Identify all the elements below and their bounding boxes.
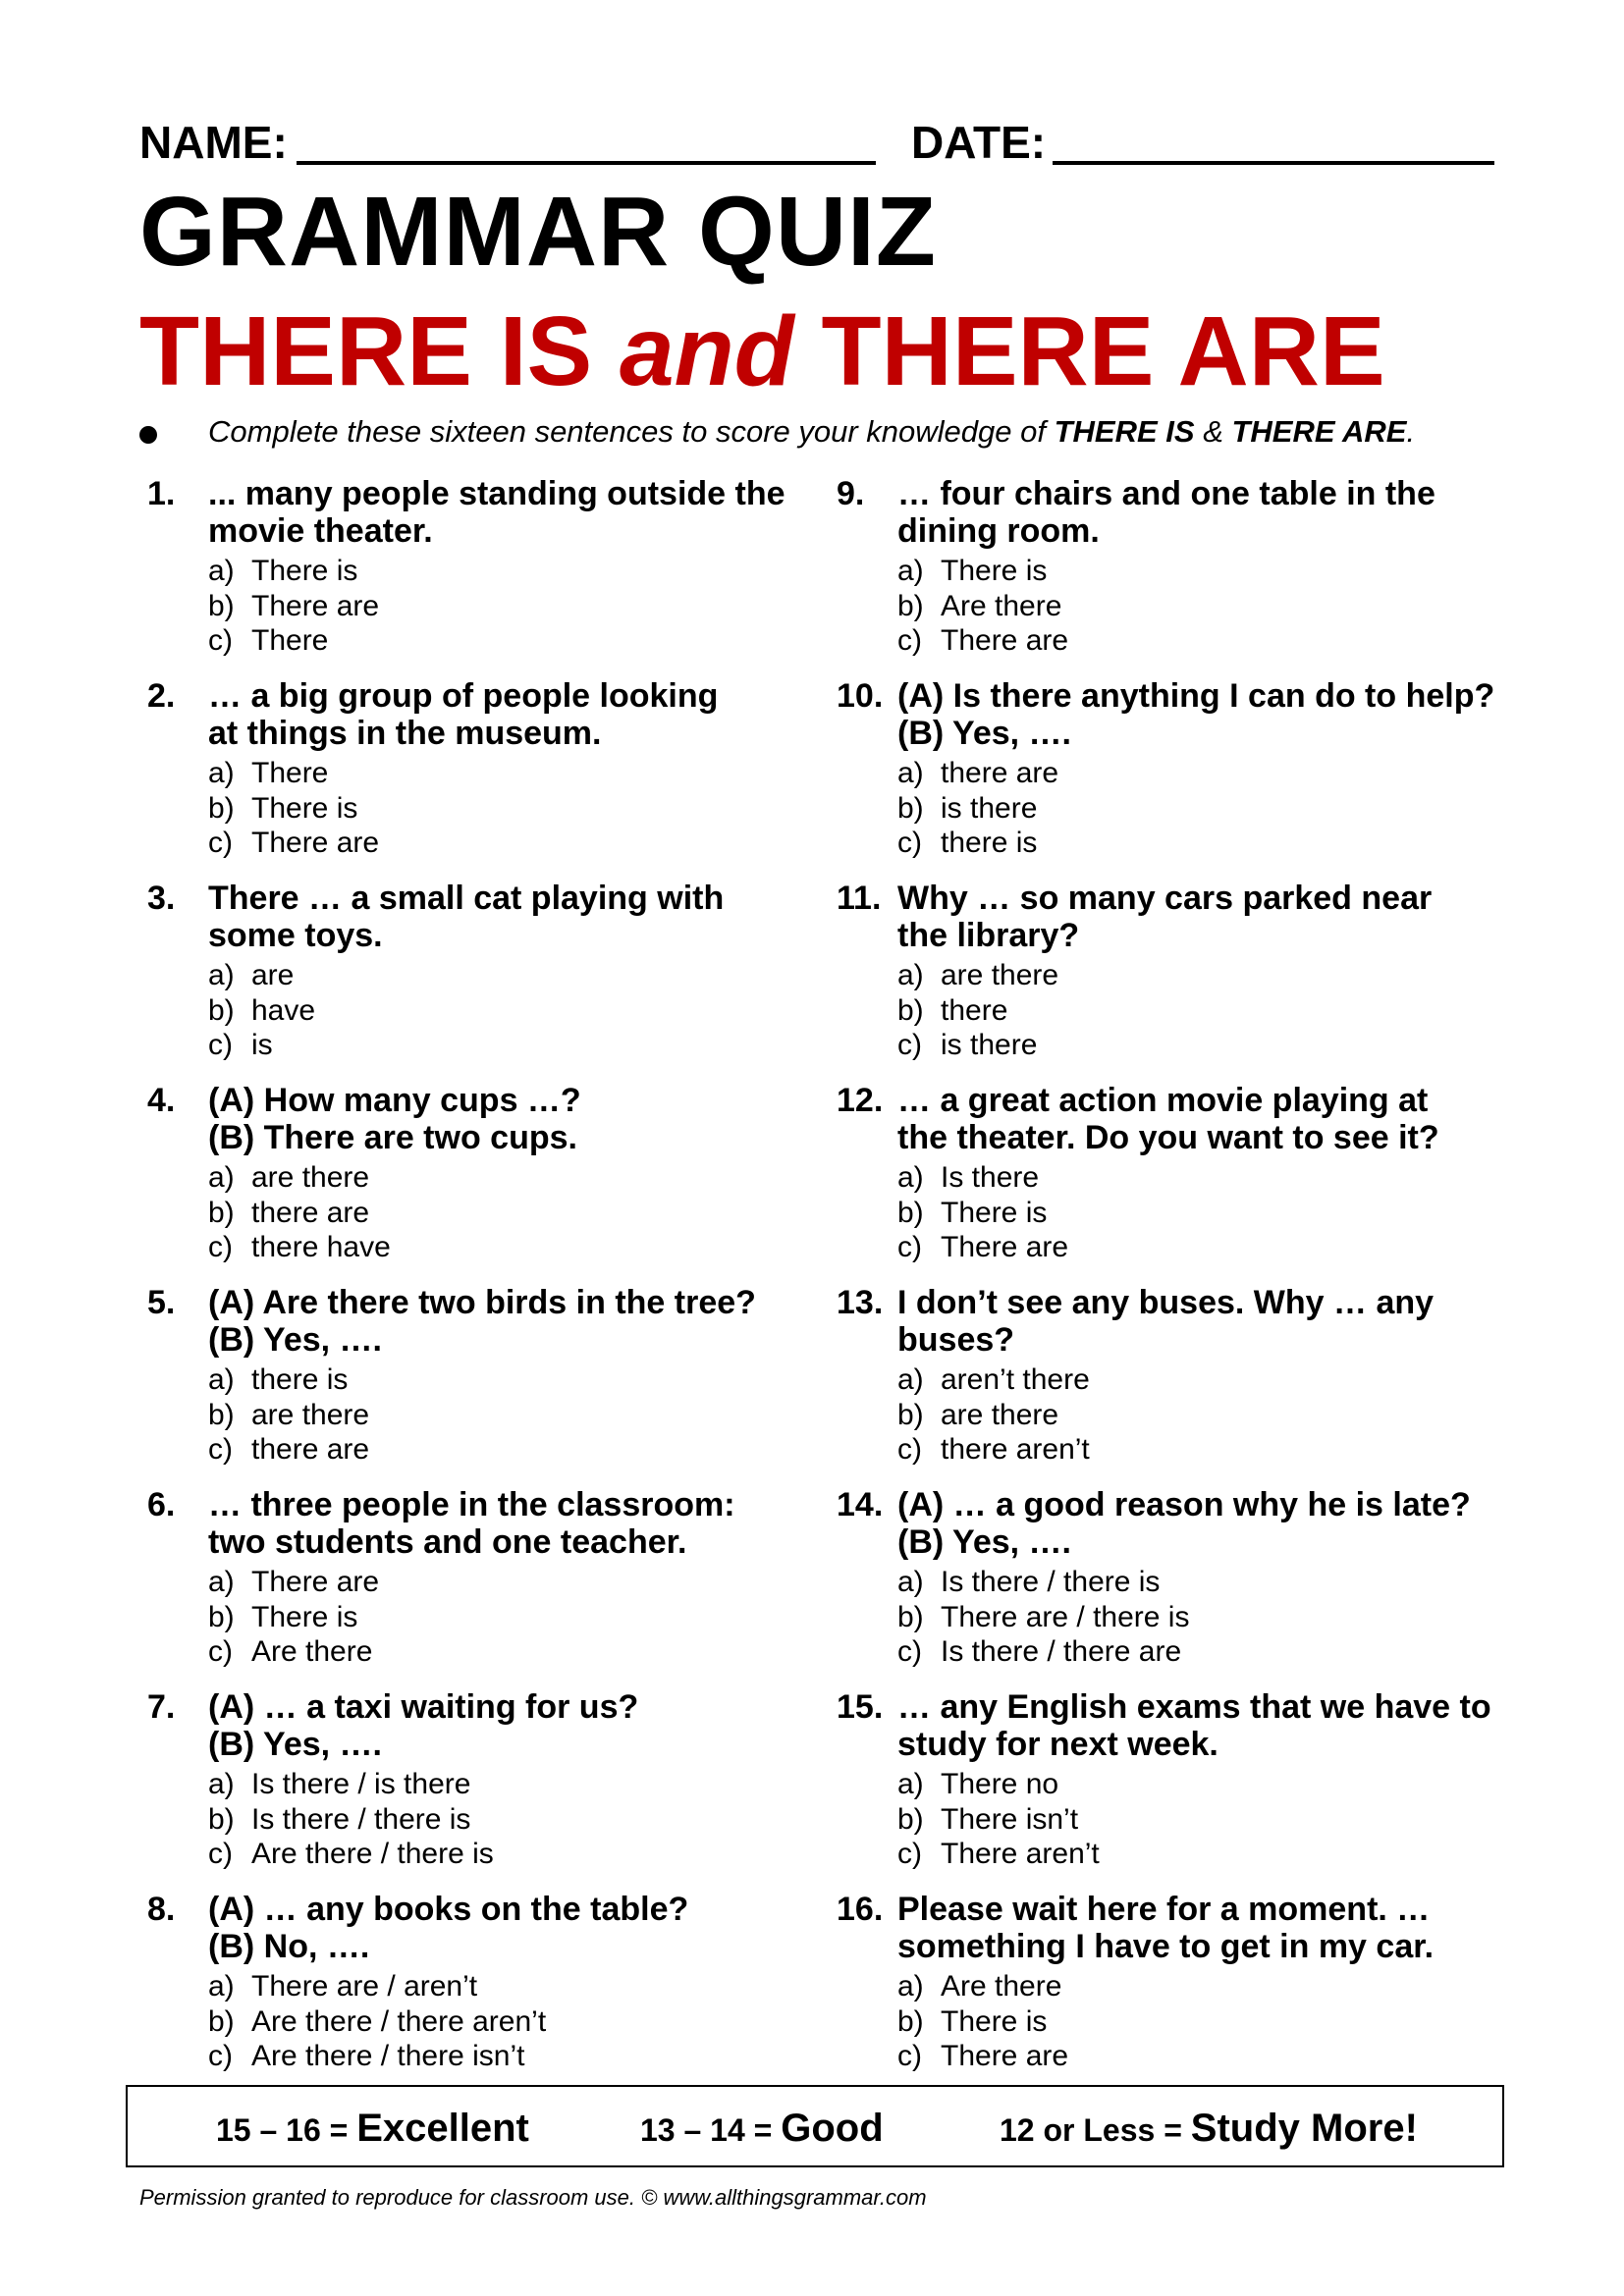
question-text — [208, 1284, 837, 1359]
question-item — [147, 1688, 854, 1891]
questions-column-left — [147, 475, 854, 2093]
option-letter: b) — [208, 1802, 235, 1836]
question-item — [837, 1486, 1543, 1688]
question-text — [897, 1284, 1526, 1359]
question-text — [208, 1891, 837, 1965]
option-letter: a) — [208, 959, 235, 991]
question-number: 13. — [837, 1284, 884, 1321]
score-good — [640, 2107, 884, 2151]
answer-option[interactable] — [897, 1160, 1068, 1196]
question-line: study for next week. — [897, 1726, 1218, 1763]
question-number: 7. — [147, 1688, 176, 1726]
option-label: are there — [251, 1161, 370, 1194]
option-letter: c) — [897, 1029, 922, 1061]
answer-option[interactable] — [897, 1600, 1189, 1635]
score-study-more — [1000, 2107, 1418, 2151]
answer-option[interactable] — [208, 1230, 391, 1265]
option-label: There is — [251, 555, 358, 587]
answer-option[interactable] — [897, 1230, 1068, 1265]
question-line: There … a small cat playing with — [208, 880, 725, 917]
option-label: There is — [251, 791, 358, 825]
question-line: … any English exams that we have to — [897, 1688, 1491, 1726]
answer-option[interactable] — [208, 1196, 391, 1231]
option-label: are — [251, 959, 295, 991]
question-number: 15. — [837, 1688, 884, 1726]
question-text — [208, 1688, 837, 1763]
option-label: There is — [941, 555, 1048, 587]
option-label: There are / there is — [941, 1600, 1190, 1633]
option-label: There aren’t — [941, 1838, 1100, 1870]
question-line: movie theater. — [208, 512, 433, 550]
question-text — [897, 475, 1526, 550]
option-letter: a) — [208, 1161, 235, 1194]
answer-option[interactable] — [208, 1565, 379, 1600]
option-letter: c) — [897, 1433, 922, 1466]
question-line: … four chairs and one table in the — [897, 475, 1435, 512]
option-letter: b) — [208, 993, 235, 1027]
option-label: There is — [941, 1196, 1048, 1229]
option-letter: b) — [208, 1398, 235, 1431]
answer-option[interactable] — [897, 756, 1058, 791]
score-word: Excellent — [356, 2107, 529, 2150]
score-range: 15 – 16 = — [216, 2112, 357, 2148]
question-number: 14. — [837, 1486, 884, 1523]
question-line: Please wait here for a moment. … — [897, 1891, 1431, 1928]
question-number: 8. — [147, 1891, 176, 1928]
answer-option[interactable] — [208, 1837, 494, 1872]
answer-option[interactable] — [208, 2039, 546, 2074]
question-number: 10. — [837, 677, 884, 715]
option-letter: b) — [897, 1802, 924, 1836]
option-letter: c) — [208, 1231, 233, 1263]
answer-options — [897, 958, 1058, 1063]
option-letter: b) — [897, 1398, 924, 1431]
answer-option[interactable] — [897, 1196, 1068, 1231]
option-label: there are — [251, 1433, 370, 1466]
option-letter: c) — [897, 1838, 922, 1870]
question-line: (B) Yes, …. — [208, 1321, 382, 1359]
option-letter: b) — [208, 2004, 235, 2038]
option-letter: a) — [208, 757, 235, 789]
option-letter: c) — [208, 1635, 233, 1668]
bullet-icon — [139, 426, 157, 444]
option-letter: b) — [897, 1196, 924, 1229]
date-blank-line — [1053, 161, 1494, 165]
option-letter: c) — [897, 2040, 922, 2072]
option-letter: b) — [208, 1600, 235, 1633]
question-item — [837, 1082, 1543, 1284]
option-letter: a) — [897, 1161, 924, 1194]
answer-options — [897, 1565, 1189, 1670]
option-label: there is — [251, 1363, 349, 1396]
option-label: There are — [251, 589, 380, 622]
answer-option[interactable] — [208, 993, 315, 1029]
option-letter: a) — [208, 1566, 235, 1598]
question-line: the theater. Do you want to see it? — [897, 1119, 1439, 1156]
option-letter: c) — [897, 1635, 922, 1668]
option-letter: b) — [897, 791, 924, 825]
option-letter: a) — [897, 1970, 924, 2002]
answer-option[interactable] — [897, 589, 1068, 624]
answer-option[interactable] — [208, 554, 379, 589]
subtitle-and: and — [619, 296, 794, 406]
question-line: (B) Yes, …. — [897, 1523, 1071, 1561]
question-item — [147, 1891, 854, 2093]
page-subtitle — [139, 296, 1385, 406]
answer-option[interactable] — [208, 589, 379, 624]
question-number: 5. — [147, 1284, 176, 1321]
answer-option[interactable] — [897, 1634, 1189, 1670]
questions-column-right — [837, 475, 1543, 2093]
question-line: dining room. — [897, 512, 1100, 550]
option-label: is there — [941, 791, 1038, 825]
question-text — [897, 677, 1526, 752]
question-item — [147, 1486, 854, 1688]
answer-option[interactable] — [208, 1600, 379, 1635]
answer-option[interactable] — [208, 1432, 369, 1468]
option-letter: c) — [208, 1433, 233, 1466]
question-text — [208, 475, 837, 550]
option-letter: b) — [208, 791, 235, 825]
answer-option[interactable] — [208, 791, 379, 827]
option-label: There are — [941, 2040, 1069, 2072]
answer-options — [897, 1362, 1090, 1468]
instruction-text — [208, 414, 1415, 450]
option-label: There are — [941, 624, 1069, 657]
option-label: Are there — [941, 1970, 1062, 2002]
option-label: Are there / there aren’t — [251, 2004, 547, 2038]
option-label: there aren’t — [941, 1433, 1090, 1466]
answer-option[interactable] — [897, 1837, 1100, 1872]
answer-option[interactable] — [897, 1432, 1090, 1468]
question-number: 12. — [837, 1082, 884, 1119]
question-item — [837, 1891, 1543, 2093]
question-line: (A) … a taxi waiting for us? — [208, 1688, 639, 1726]
option-letter: c) — [208, 1029, 233, 1061]
question-text — [208, 1082, 837, 1156]
question-number: 4. — [147, 1082, 176, 1119]
option-letter: b) — [208, 589, 235, 622]
answer-option[interactable] — [897, 1398, 1090, 1433]
question-line: I don’t see any buses. Why … any — [897, 1284, 1435, 1321]
option-label: There are / aren’t — [251, 1970, 478, 2002]
answer-option[interactable] — [897, 1028, 1058, 1063]
option-label: There — [251, 624, 329, 657]
question-text — [897, 1082, 1526, 1156]
question-line: two students and one teacher. — [208, 1523, 687, 1561]
question-text — [897, 1486, 1526, 1561]
score-range: 13 – 14 = — [640, 2112, 782, 2148]
question-line: Why … so many cars parked near — [897, 880, 1433, 917]
question-line: (A) … any books on the table? — [208, 1891, 689, 1928]
option-letter: a) — [208, 555, 235, 587]
answer-option[interactable] — [897, 826, 1058, 861]
instruction-part-2: & — [1194, 414, 1232, 449]
answer-option[interactable] — [208, 623, 379, 659]
option-label: There is — [251, 1600, 358, 1633]
name-label: NAME: — [139, 117, 288, 168]
question-text — [208, 880, 837, 954]
option-label: there is — [941, 827, 1038, 859]
header-row — [139, 116, 1494, 175]
question-line: something I have to get in my car. — [897, 1928, 1435, 1965]
option-letter: c) — [208, 624, 233, 657]
answer-options — [208, 756, 379, 861]
option-label: There — [251, 757, 329, 789]
answer-option[interactable] — [897, 2039, 1068, 2074]
option-label: aren’t there — [941, 1363, 1090, 1396]
instruction-bold-1: THERE IS — [1054, 414, 1195, 449]
option-letter: b) — [897, 589, 924, 622]
option-letter: b) — [897, 993, 924, 1027]
answer-option[interactable] — [897, 554, 1068, 589]
option-label: There is — [941, 2004, 1048, 2038]
answer-option[interactable] — [208, 1028, 315, 1063]
question-line: … three people in the classroom: — [208, 1486, 735, 1523]
option-label: Is there — [941, 1161, 1040, 1194]
answer-option[interactable] — [208, 1634, 379, 1670]
subtitle-there-are: THERE ARE — [793, 296, 1385, 406]
answer-option[interactable] — [897, 1362, 1090, 1398]
question-line: buses? — [897, 1321, 1015, 1359]
option-letter: b) — [897, 2004, 924, 2038]
option-label: Are there / there is — [251, 1838, 494, 1870]
option-label: Is there / there is — [251, 1802, 471, 1836]
question-number: 6. — [147, 1486, 176, 1523]
answer-option[interactable] — [208, 1362, 369, 1398]
score-range: 12 or Less = — [1000, 2112, 1191, 2148]
question-text — [208, 677, 837, 752]
question-line: (A) … a good reason why he is late? — [897, 1486, 1471, 1523]
option-label: is there — [941, 1029, 1038, 1061]
question-line: (A) Are there two birds in the tree? — [208, 1284, 756, 1321]
answer-options — [897, 1767, 1100, 1872]
answer-option[interactable] — [897, 623, 1068, 659]
question-item — [837, 1688, 1543, 1891]
question-text — [897, 1688, 1526, 1763]
page-title: GRAMMAR QUIZ — [139, 177, 937, 287]
question-line: (A) Is there anything I can do to help? — [897, 677, 1495, 715]
question-item — [147, 677, 854, 880]
answer-option[interactable] — [897, 993, 1058, 1029]
question-item — [837, 475, 1543, 677]
option-letter: a) — [208, 1970, 235, 2002]
score-word: Good — [781, 2107, 884, 2150]
option-letter: c) — [208, 2040, 233, 2072]
option-letter: a) — [897, 757, 924, 789]
question-line: (B) No, …. — [208, 1928, 370, 1965]
answer-option[interactable] — [897, 2004, 1068, 2040]
option-label: There are — [941, 1231, 1069, 1263]
name-blank-line — [297, 161, 876, 165]
answer-options — [208, 1969, 546, 2074]
question-number: 2. — [147, 677, 176, 715]
question-line: (B) Yes, …. — [208, 1726, 382, 1763]
option-label: There are — [251, 827, 380, 859]
option-label: Is there / there are — [941, 1635, 1182, 1668]
option-letter: a) — [897, 555, 924, 587]
option-letter: c) — [897, 827, 922, 859]
answer-option[interactable] — [208, 826, 379, 861]
question-line: … a big group of people looking — [208, 677, 719, 715]
subtitle-there-is: THERE IS — [139, 296, 620, 406]
answer-option[interactable] — [897, 1969, 1068, 2004]
answer-option[interactable] — [208, 2004, 546, 2040]
question-text — [897, 1891, 1526, 1965]
option-letter: a) — [897, 1363, 924, 1396]
question-number: 16. — [837, 1891, 884, 1928]
question-text — [897, 880, 1526, 954]
scoring-box — [126, 2085, 1504, 2167]
question-item — [147, 1284, 854, 1486]
option-letter: a) — [208, 1768, 235, 1800]
option-letter: a) — [897, 1768, 924, 1800]
option-letter: b) — [897, 1600, 924, 1633]
option-label: there have — [251, 1231, 391, 1263]
answer-options — [208, 1362, 369, 1468]
answer-options — [897, 554, 1068, 659]
option-label: Is there / is there — [251, 1768, 471, 1800]
option-letter: c) — [208, 1838, 233, 1870]
question-line: at things in the museum. — [208, 715, 602, 752]
score-excellent — [216, 2107, 529, 2151]
option-label: is — [251, 1029, 273, 1061]
option-label: there are — [941, 757, 1059, 789]
option-label: Are there / there isn’t — [251, 2040, 525, 2072]
question-text — [208, 1486, 837, 1561]
question-line: the library? — [897, 917, 1080, 954]
question-number: 3. — [147, 880, 176, 917]
answer-options — [208, 1565, 379, 1670]
question-line: (A) How many cups …? — [208, 1082, 581, 1119]
instruction-bold-2: THERE ARE — [1231, 414, 1407, 449]
instruction-part-1: Complete these sixteen sentences to score your knowledge of — [208, 414, 1055, 449]
option-label: There are — [251, 1566, 380, 1598]
score-word: Study More! — [1190, 2107, 1418, 2150]
footer-permission: Permission granted to reproduce for classroom use. © www.allthingsgrammar.com — [139, 2185, 927, 2210]
question-number: 9. — [837, 475, 865, 512]
option-label: are there — [251, 1398, 370, 1431]
answer-options — [897, 756, 1058, 861]
question-line: (B) There are two cups. — [208, 1119, 577, 1156]
question-number: 11. — [837, 880, 882, 917]
answer-option[interactable] — [208, 1969, 546, 2004]
question-line: … a great action movie playing at — [897, 1082, 1429, 1119]
question-line: some toys. — [208, 917, 383, 954]
option-letter: c) — [208, 827, 233, 859]
answer-options — [897, 1969, 1068, 2074]
date-label: DATE: — [911, 117, 1047, 168]
question-number: 1. — [147, 475, 176, 512]
answer-option[interactable] — [208, 1160, 391, 1196]
answer-option[interactable] — [897, 958, 1058, 993]
option-label: Are there — [251, 1635, 373, 1668]
instruction-part-3: . — [1406, 414, 1416, 449]
option-label: Is there / there is — [941, 1566, 1161, 1598]
option-label: There no — [941, 1768, 1059, 1800]
option-label: there — [941, 993, 1008, 1027]
answer-option[interactable] — [897, 1565, 1189, 1600]
answer-options — [897, 1160, 1068, 1265]
option-letter: a) — [897, 1566, 924, 1598]
answer-option[interactable] — [897, 1767, 1100, 1802]
answer-option[interactable] — [208, 1767, 494, 1802]
answer-options — [208, 1160, 391, 1265]
answer-options — [208, 1767, 494, 1872]
option-letter: c) — [897, 624, 922, 657]
question-line: ... many people standing outside the — [208, 475, 785, 512]
answer-options — [208, 554, 379, 659]
option-letter: a) — [208, 1363, 235, 1396]
question-item — [147, 1082, 854, 1284]
answer-option[interactable] — [897, 1802, 1100, 1838]
answer-option[interactable] — [897, 791, 1058, 827]
option-label: are there — [941, 1398, 1059, 1431]
answer-option[interactable] — [208, 1802, 494, 1838]
option-label: There isn’t — [941, 1802, 1079, 1836]
option-letter: a) — [897, 959, 924, 991]
option-letter: b) — [208, 1196, 235, 1229]
answer-options — [208, 958, 315, 1063]
question-item — [837, 677, 1543, 880]
option-letter: c) — [897, 1231, 922, 1263]
question-item — [147, 475, 854, 677]
question-item — [837, 880, 1543, 1082]
option-label: have — [251, 993, 316, 1027]
answer-option[interactable] — [208, 958, 315, 993]
answer-option[interactable] — [208, 756, 379, 791]
answer-option[interactable] — [208, 1398, 369, 1433]
option-label: are there — [941, 959, 1059, 991]
question-item — [147, 880, 854, 1082]
option-label: there are — [251, 1196, 370, 1229]
question-line: (B) Yes, …. — [897, 715, 1071, 752]
option-label: Are there — [941, 589, 1062, 622]
question-item — [837, 1284, 1543, 1486]
